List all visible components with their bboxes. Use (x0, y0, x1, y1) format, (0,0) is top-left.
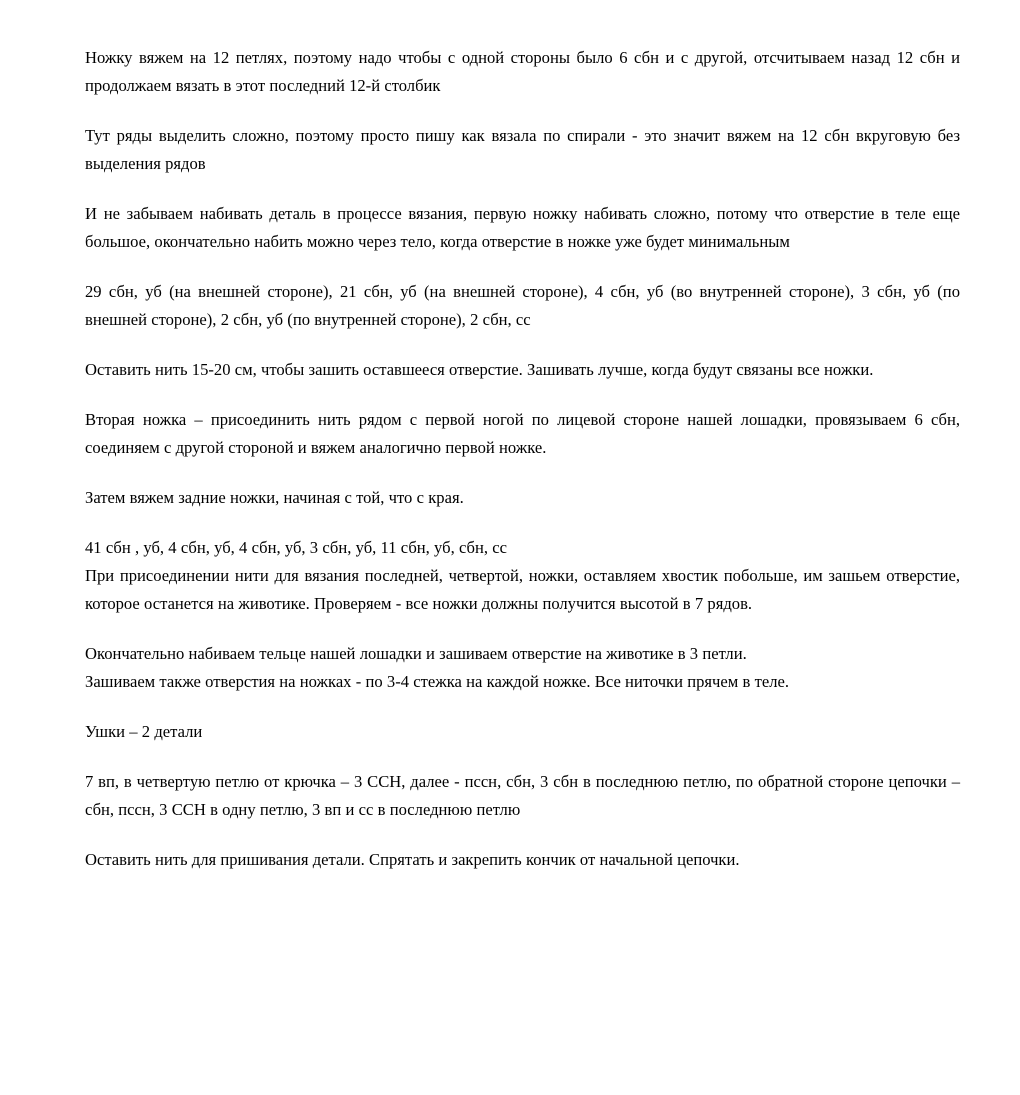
document-text-body (85, 44, 960, 874)
paragraph-final-stuffing (85, 640, 960, 696)
paragraph-ear-instructions: 7 вп, в четвертую петлю от крючка – 3 ССН, далее - пссн, сбн, 3 сбн в последнюю петлю, по обратной стороне цепочки – сбн, пссн, 3 ССН в одну петлю, 3 вп и сс в последнюю петлю (85, 772, 960, 819)
paragraph-decrease-sequence-front: 29 сбн, уб (на внешней стороне), 21 сбн, уб (на внешней стороне), 4 сбн, уб (во внутренней стороне), 3 сбн, уб (по внешней стороне), 2 сбн, уб (по внутренней стороне), 2 сбн, сс (85, 282, 960, 329)
stitch-sequence-line: 41 сбн , уб, 4 сбн, уб, 4 сбн, уб, 3 сбн, уб, 11 сбн, уб, сбн, сс (85, 538, 507, 557)
paragraph-stuffing-note: И не забываем набивать деталь в процессе вязания, первую ножку набивать сложно, потому что отверстие в теле еще большое, окончательно набить можно через тело, когда отверстие в ножке уже будет минимальным (85, 204, 960, 251)
final-stuffing-line: Окончательно набиваем тельце нашей лошадки и зашиваем отверстие на животике в 3 петли. (85, 644, 747, 663)
leave-thread-line: Оставить нить для пришивания детали. Спрятать и закрепить кончик от начальной цепочки. (85, 850, 740, 869)
paragraph-second-leg: Вторая ножка – присоединить нить рядом с первой ногой по лицевой стороне нашей лошадки, провязываем 6 сбн, соединяем с другой стороной и вяжем аналогично первой ножке. (85, 410, 960, 457)
heading-ears (85, 718, 960, 746)
sewing-holes-line: Зашиваем также отверстия на ножках - по 3-4 стежка на каждой ножке. Все ниточки прячем в теле. (85, 672, 790, 691)
paragraph-back-leg-sequence (85, 534, 960, 618)
fourth-leg-note-line: При присоединении нити для вязания последней, четвертой, ножки, оставляем хвостик побольше, им зашьем отверстие, которое останется на животике. Проверяем - все ножки должны получится высотой в 7 рядов. (85, 566, 960, 613)
paragraph-leave-thread-for-sewing (85, 846, 960, 874)
heading-ears-label: Ушки – 2 детали (85, 722, 203, 741)
paragraph-back-legs-intro: Затем вяжем задние ножки, начиная с той, что с края. (85, 488, 464, 507)
paragraph-leg-stitch-count: Ножку вяжем на 12 петлях, поэтому надо чтобы с одной стороны было 6 сбн и с другой, отсчитываем назад 12 сбн и продолжаем вязать в этот последний 12-й столбик (85, 48, 960, 95)
paragraph-leave-thread-15-20: Оставить нить 15-20 см, чтобы зашить оставшееся отверстие. Зашивать лучше, когда будут связаны все ножки. (85, 360, 874, 379)
paragraph-spiral-rows: Тут ряды выделить сложно, поэтому просто пишу как вязала по спирали - это значит вяжем на 12 сбн вкруговую без выделения рядов (85, 126, 960, 173)
